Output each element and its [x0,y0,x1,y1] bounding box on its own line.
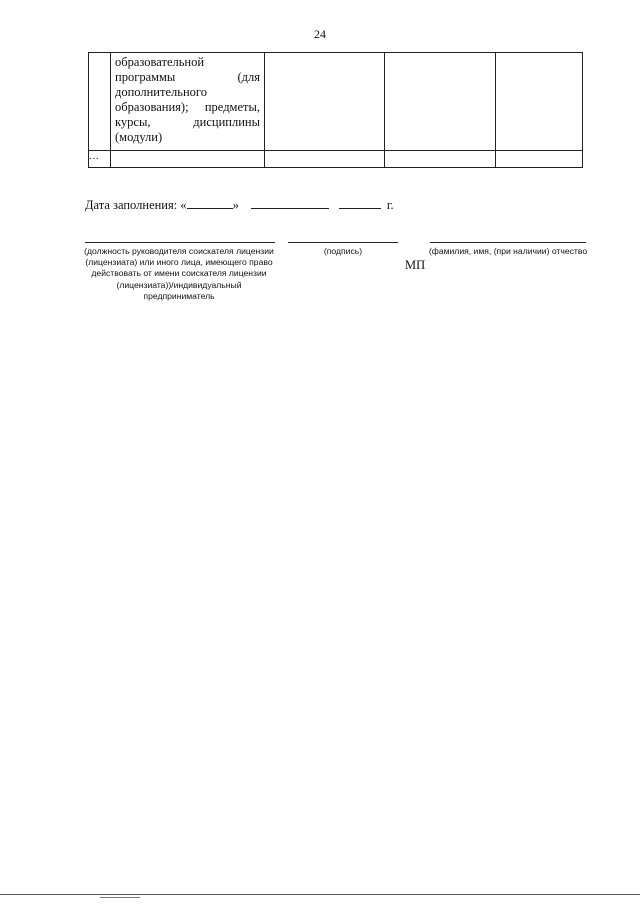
position-signature-line[interactable] [85,242,275,243]
name-caption: (фамилия, имя, (при наличии) отчество [428,246,588,256]
table-cell-empty [496,151,583,168]
year-suffix: г. [386,198,394,212]
description-line: курсы, дисциплины [115,115,260,129]
description-line: программы (для [115,70,260,84]
description-line: дополнительного [115,85,207,99]
table-cell-description [111,53,265,151]
year-blank[interactable] [339,196,381,209]
month-blank[interactable] [251,196,329,209]
table-cell-empty [385,151,496,168]
page-bottom-rule [0,894,640,895]
table-cell-ellipsis: … [89,151,111,168]
table-cell-empty [385,53,496,151]
description-line: образования); предметы, [115,100,260,114]
signature-line[interactable] [288,242,398,243]
stamp-label: МП [405,258,426,272]
date-quote-close: » [232,198,239,212]
date-fill-row [85,196,394,213]
table-cell-index [89,53,111,151]
table-cell-empty [265,151,385,168]
description-line: (модули) [115,130,163,144]
table-cell-empty [496,53,583,151]
table-row [89,53,583,151]
form-table [88,52,583,168]
name-signature-line[interactable] [430,242,586,243]
description-line: образовательной [115,55,205,69]
date-label: Дата заполнения: « [85,198,187,212]
page-number: 24 [314,27,326,41]
table-row [89,151,583,168]
table-cell-empty [265,53,385,151]
signature-caption: (подпись) [323,246,363,256]
page-bottom-mark [100,897,140,898]
day-blank[interactable] [187,196,233,209]
position-caption: (должность руководителя соискателя лицензии (лицензиата) или иного лица, имеющего право действовать от имени соискателя лицензии (лицензиата))/индивидуальный предприниматель [84,246,274,301]
table-cell-empty [111,151,265,168]
